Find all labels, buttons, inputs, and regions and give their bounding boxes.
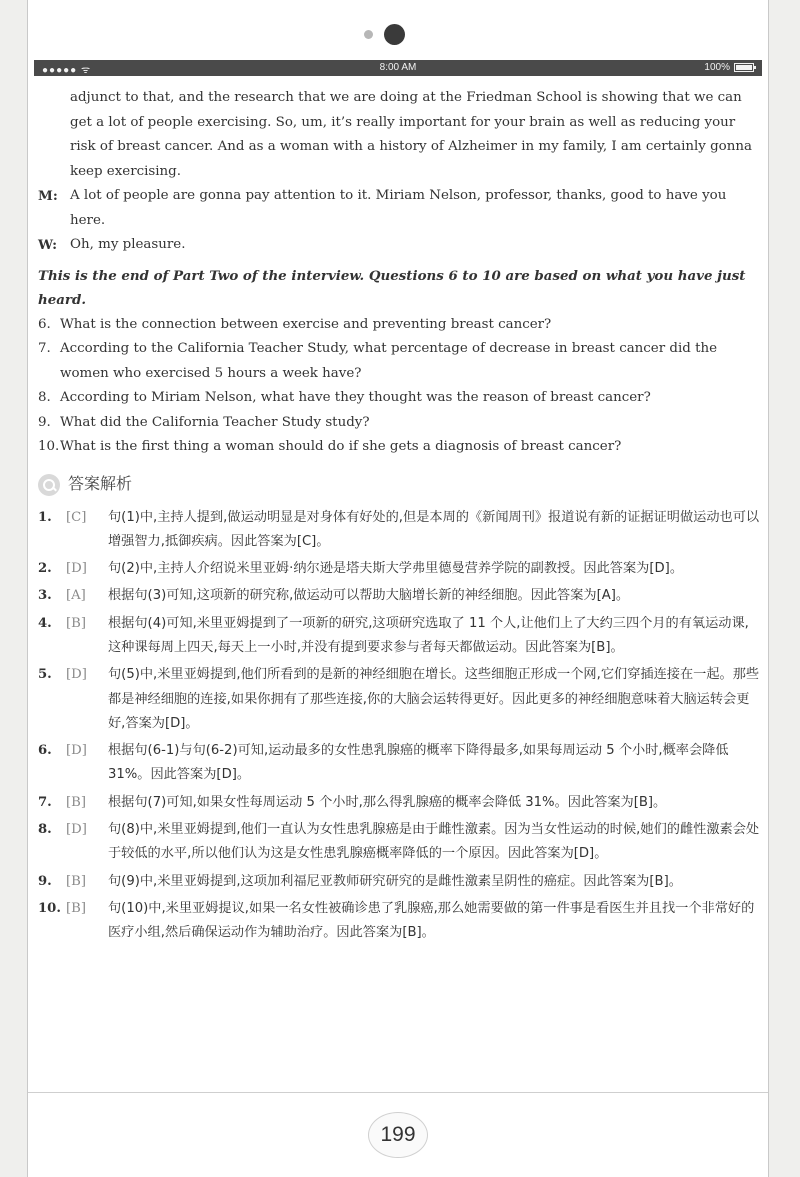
instruction-text: This is the end of Part Two of the interview. Questions 6 to 10 are based on what you have just heard. — [38, 267, 746, 308]
status-bar — [34, 60, 762, 76]
question-text: What is the first thing a woman should do if she gets a diagnosis of breast cancer? — [60, 439, 622, 454]
answer-number: 4. — [38, 615, 52, 631]
question-text: What is the connection between exercise and preventing breast cancer? — [60, 316, 552, 332]
answer-explanation: 句(10)中,米里亚姆提议,如果一名女性被确诊患了乳腺癌,那么她需要做的第一件事是看医生并且找一个非常好的医疗小组,然后确保运动作为辅助治疗。因此答案为[B]。 — [108, 900, 755, 941]
answer-letter: [B] — [66, 794, 86, 810]
answer-explanation: 句(1)中,主持人提到,做运动明显是对身体有好处的,但是本周的《新闻周刊》报道说有新的证据证明做运动也可以增强智力,抵御疾病。因此答案为[C]。 — [108, 509, 760, 549]
answer-explanation: 根据句(4)可知,米里亚姆提到了一项新的研究,这项研究选取了 11 个人,让他们上了大约三四个月的有氧运动课,这种课每周上四天,每天上一小时,并没有提到要求参与者每天都做运动。因此答案为[B]。 — [108, 615, 749, 655]
answer-item — [38, 584, 760, 608]
question-item — [38, 337, 760, 386]
answer-item — [38, 506, 760, 555]
question-text: What did the California Teacher Study study? — [60, 414, 370, 430]
speaker-text: A lot of people are gonna pay attention to it. Miriam Nelson, professor, thanks, good to have you here. — [70, 188, 727, 228]
camera-lens — [384, 24, 405, 45]
answer-letter: [B] — [66, 615, 86, 631]
footer-divider — [28, 1092, 768, 1093]
question-item — [38, 411, 760, 436]
question-number: 9. — [38, 414, 51, 430]
answer-explanation: 句(9)中,米里亚姆提到,这项加利福尼亚教师研究研究的是雌性激素呈阴性的癌症。因此答案为[B]。 — [108, 873, 682, 889]
page-number: 199 — [368, 1112, 428, 1158]
answer-number: 2. — [38, 561, 52, 577]
answer-letter: [B] — [66, 900, 86, 916]
answer-explanation: 句(5)中,米里亚姆提到,他们所看到的是新的神经细胞在增长。这些细胞正形成一个网,它们穿插连接在一起。那些都是神经细胞的连接,如果你拥有了那些连接,你的大脑会运转得更好。因此更多的神经细胞意味着大脑运转会更好,答案为[D]。 — [108, 667, 760, 731]
answer-explanation: 根据句(6-1)与句(6-2)可知,运动最多的女性患乳腺癌的概率下降得最多,如果每周运动 5 个小时,概率会降低 31%。因此答案为[D]。 — [108, 743, 729, 783]
answer-item — [38, 897, 760, 946]
answer-number: 7. — [38, 794, 52, 810]
answer-section-header — [38, 470, 760, 500]
transcript-continuation: adjunct to that, and the research that we are doing at the Friedman School is showing that we can get a lot of people exercising. So, um, it’s really important for your brain as well as reducing your risk of breast cancer. And as a woman with a history of Alzheimer in my family, I am certainly gonna keep exercising. — [70, 90, 752, 179]
question-item — [38, 313, 760, 338]
answer-item — [38, 557, 760, 581]
answer-letter: [D] — [66, 667, 87, 683]
answer-number: 10. — [38, 900, 61, 916]
page-content — [38, 86, 760, 949]
question-item — [38, 386, 760, 411]
answer-letter: [D] — [66, 822, 87, 838]
question-number: 10. — [38, 439, 60, 454]
answer-number: 9. — [38, 873, 52, 889]
speaker-text: Oh, my pleasure. — [70, 237, 186, 252]
battery-icon — [734, 63, 754, 72]
battery-text: 100% — [704, 62, 730, 73]
question-item — [38, 435, 760, 460]
answer-item — [38, 663, 760, 736]
question-number: 8. — [38, 390, 51, 405]
signal-icon: ●●●●● ᯤ — [42, 65, 92, 76]
battery-status — [704, 62, 754, 73]
answer-number: 1. — [38, 509, 52, 525]
answer-explanation: 根据句(7)可知,如果女性每周运动 5 个小时,那么得乳腺癌的概率会降低 31%。因此答案为[B]。 — [108, 794, 667, 810]
tablet-frame — [27, 0, 769, 1177]
answer-explanation: 句(8)中,米里亚姆提到,他们一直认为女性患乳腺癌是由于雌性激素。因为当女性运动的时候,她们的雌性激素会处于较低的水平,所以他们认为这是女性患乳腺癌概率降低的一个原因。因此答案为[D]。 — [108, 822, 760, 862]
answer-explanation: 句(2)中,主持人介绍说米里亚姆·纳尔逊是塔夫斯大学弗里德曼营养学院的副教授。因此答案为[D]。 — [108, 561, 684, 577]
camera-area — [28, 22, 768, 52]
answer-number: 5. — [38, 667, 52, 683]
answer-list — [38, 506, 760, 946]
answer-number: 3. — [38, 588, 52, 604]
answer-letter: [B] — [66, 873, 86, 889]
answer-explanation: 根据句(3)可知,这项新的研究称,做运动可以帮助大脑增长新的神经细胞。因此答案为[A]。 — [108, 588, 630, 604]
transcript-line — [38, 233, 760, 258]
section-title: 答案解析 — [68, 474, 133, 494]
answer-item — [38, 739, 760, 788]
answer-letter: [C] — [66, 509, 87, 525]
answer-letter: [A] — [66, 588, 86, 604]
status-time: 8:00 AM — [379, 62, 417, 73]
magnifier-icon — [38, 474, 60, 496]
speaker-label: W: — [38, 237, 58, 253]
question-text: According to Miriam Nelson, what have they thought was the reason of breast cancer? — [60, 390, 651, 405]
answer-item — [38, 818, 760, 867]
transcript-line — [38, 184, 760, 233]
sensor-dot — [364, 30, 373, 39]
answer-number: 8. — [38, 822, 52, 838]
question-number: 7. — [38, 341, 51, 356]
answer-item — [38, 870, 760, 894]
answer-letter: [D] — [66, 743, 87, 759]
answer-item — [38, 612, 760, 661]
speaker-label: M: — [38, 188, 58, 204]
question-text: According to the California Teacher Study, what percentage of decrease in breast cancer did the women who exercised 5 hours a week have? — [60, 341, 717, 381]
answer-number: 6. — [38, 743, 52, 759]
answer-letter: [D] — [66, 561, 87, 577]
question-number: 6. — [38, 316, 51, 332]
answer-item — [38, 791, 760, 815]
